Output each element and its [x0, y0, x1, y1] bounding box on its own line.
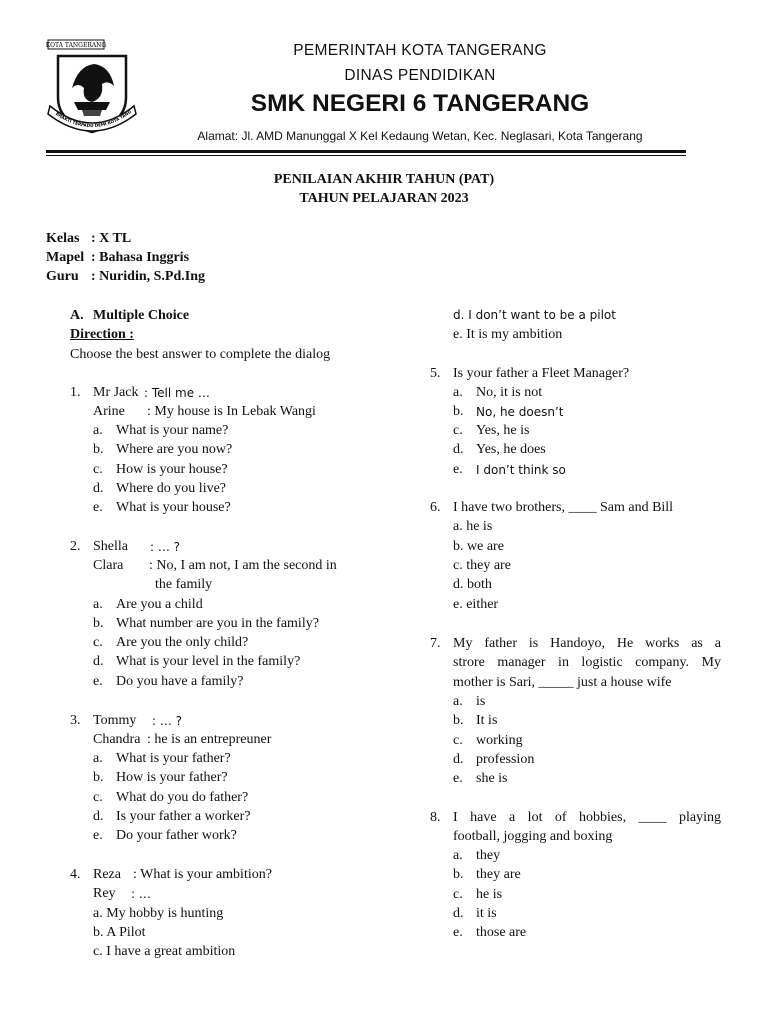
- q8-number: 8.: [430, 810, 441, 825]
- q7-option-a-letter: a.: [453, 694, 463, 709]
- q4-line1: : What is your ambition?: [133, 867, 272, 882]
- q2-option-a: Are you a child: [116, 597, 203, 612]
- subject-info: [46, 250, 189, 266]
- q3-speaker1: Tommy: [93, 713, 137, 728]
- q1-option-e: What is your house?: [116, 500, 231, 515]
- q8-option-d-letter: d.: [453, 906, 464, 921]
- section-label: A.: [70, 308, 84, 323]
- direction-text: Choose the best answer to complete the dialog: [70, 347, 331, 362]
- section-title: Multiple Choice: [93, 308, 190, 323]
- q3-option-c: What do you do father?: [116, 790, 249, 805]
- teacher-info: [46, 269, 205, 285]
- q8-text-line1: I have a lot of hobbies, ____ playing: [453, 810, 721, 825]
- q5-text: Is your father a Fleet Manager?: [453, 366, 630, 381]
- q4-line2: : …: [131, 887, 151, 901]
- department-name: DINAS PENDIDIKAN: [344, 67, 496, 84]
- school-name: SMK NEGERI 6 TANGERANG: [250, 90, 590, 117]
- q3-option-c-letter: c.: [93, 790, 103, 805]
- q1-number: 1.: [70, 385, 81, 400]
- q3-line2: : he is an entrepreuner: [147, 732, 272, 747]
- q2-option-d-letter: d.: [93, 654, 104, 669]
- q6-option-b: b. we are: [453, 539, 504, 554]
- class-label: Kelas: [46, 231, 80, 246]
- q8-option-b: they are: [476, 867, 521, 882]
- q4-option-e: e. It is my ambition: [453, 327, 563, 342]
- q1-speaker1: Mr Jack: [93, 385, 139, 400]
- subject-label: Mapel: [46, 250, 85, 265]
- q4-option-a: a. My hobby is hunting: [93, 906, 224, 921]
- q3-option-a-letter: a.: [93, 751, 103, 766]
- q5-option-e: I don’t think so: [476, 463, 566, 477]
- q8-option-c: he is: [476, 887, 503, 902]
- q7-option-d: profession: [476, 752, 535, 767]
- q7-option-e-letter: e.: [453, 771, 463, 786]
- q7-option-c-letter: c.: [453, 733, 463, 748]
- q3-option-d: Is your father a worker?: [116, 809, 251, 824]
- q7-option-b: It is: [476, 713, 498, 728]
- q2-line2b: the family: [155, 577, 213, 592]
- logo-text: KOTA TANGERANG: [45, 42, 107, 49]
- q8-option-e: those are: [476, 925, 527, 940]
- q5-option-b: No, he doesn’t: [476, 405, 564, 419]
- q1-option-c-letter: c.: [93, 462, 103, 477]
- q3-option-e-letter: e.: [93, 828, 103, 843]
- q8-option-d: it is: [476, 906, 497, 921]
- q4-option-d: d. I don’t want to be a pilot: [453, 308, 616, 322]
- q5-option-c: Yes, he is: [476, 423, 530, 438]
- q2-speaker2: Clara: [93, 558, 124, 573]
- q2-speaker1: Shella: [93, 539, 128, 554]
- direction-label: Direction :: [70, 327, 134, 342]
- q7-option-a: is: [476, 694, 486, 709]
- q8-option-e-letter: e.: [453, 925, 463, 940]
- q6-option-a: a. he is: [453, 519, 493, 534]
- government-name: PEMERINTAH KOTA TANGERANG: [293, 42, 547, 59]
- q1-option-d: Where do you live?: [116, 481, 227, 496]
- q3-speaker2: Chandra: [93, 732, 141, 747]
- city-emblem-logo: [44, 36, 140, 136]
- q7-option-c: working: [476, 733, 523, 748]
- q7-text-line2: strore manager in logistic company. My: [453, 655, 721, 670]
- q6-number: 6.: [430, 500, 441, 515]
- q6-text: I have two brothers, ____ Sam and Bill: [453, 500, 674, 515]
- q4-option-b: b. A Pilot: [93, 925, 146, 940]
- q1-option-a: What is your name?: [116, 423, 229, 438]
- q1-speaker2: Arine: [93, 404, 125, 419]
- teacher-label: Guru: [46, 269, 79, 284]
- q2-option-a-letter: a.: [93, 597, 103, 612]
- q8-option-c-letter: c.: [453, 887, 463, 902]
- q1-option-b: Where are you now?: [116, 442, 233, 457]
- subject-value: : Bahasa Inggris: [91, 250, 190, 265]
- q7-number: 7.: [430, 636, 441, 651]
- q8-option-a-letter: a.: [453, 848, 463, 863]
- q1-option-e-letter: e.: [93, 500, 103, 515]
- header-divider: [46, 150, 686, 153]
- q5-option-a: No, it is not: [476, 385, 543, 400]
- q2-option-d: What is your level in the family?: [116, 654, 301, 669]
- q7-text-line3: mother is Sari, _____ just a house wife: [453, 675, 672, 690]
- exam-year: TAHUN PELAJARAN 2023: [299, 191, 469, 206]
- q5-option-b-letter: b.: [453, 404, 464, 419]
- q2-option-e: Do you have a family?: [116, 674, 244, 689]
- exam-title: PENILAIAN AKHIR TAHUN (PAT): [273, 172, 495, 187]
- teacher-value: : Nuridin, S.Pd.Ing: [91, 269, 205, 284]
- q5-option-e-letter: e.: [453, 462, 463, 477]
- q5-option-a-letter: a.: [453, 385, 463, 400]
- class-value: : X TL: [91, 231, 132, 246]
- q7-option-e: she is: [476, 771, 508, 786]
- q7-option-b-letter: b.: [453, 713, 464, 728]
- q3-option-a: What is your father?: [116, 751, 231, 766]
- q6-option-c: c. they are: [453, 558, 511, 573]
- q6-option-e: e. either: [453, 597, 499, 612]
- q8-text-line2: football, jogging and boxing: [453, 829, 613, 844]
- q4-speaker2: Rey: [93, 886, 116, 901]
- q2-number: 2.: [70, 539, 81, 554]
- q4-speaker1: Reza: [93, 867, 121, 882]
- q1-option-d-letter: d.: [93, 481, 104, 496]
- q3-line1: : … ?: [152, 714, 183, 728]
- q2-option-b-letter: b.: [93, 616, 104, 631]
- q2-line2a: : No, I am not, I am the second in: [149, 558, 337, 573]
- q1-option-c: How is your house?: [116, 462, 228, 477]
- q7-option-d-letter: d.: [453, 752, 464, 767]
- school-address: Alamat: Jl. AMD Manunggal X Kel Kedaung Wetan, Kec. Neglasari, Kota Tangerang: [197, 129, 643, 143]
- q2-option-c-letter: c.: [93, 635, 103, 650]
- logo-motto: BHAKTI TERPADU DEMI KOTA TANG: [54, 109, 133, 129]
- class-info: [46, 231, 131, 247]
- q1-line1: : Tell me …: [144, 386, 210, 400]
- q2-option-c: Are you the only child?: [116, 635, 249, 650]
- q5-option-d: Yes, he does: [476, 442, 546, 457]
- q3-option-b-letter: b.: [93, 770, 104, 785]
- q5-option-c-letter: c.: [453, 423, 463, 438]
- q1-line2: : My house is In Lebak Wangi: [147, 404, 316, 419]
- header-divider-thin: [46, 155, 686, 156]
- q1-option-a-letter: a.: [93, 423, 103, 438]
- q7-text-line1: My father is Handoyo, He works as a: [453, 636, 721, 651]
- q4-option-c: c. I have a great ambition: [93, 944, 236, 959]
- q2-option-e-letter: e.: [93, 674, 103, 689]
- q3-option-d-letter: d.: [93, 809, 104, 824]
- q2-option-b: What number are you in the family?: [116, 616, 319, 631]
- q3-option-e: Do your father work?: [116, 828, 237, 843]
- q4-number: 4.: [70, 867, 81, 882]
- q1-option-b-letter: b.: [93, 442, 104, 457]
- q5-number: 5.: [430, 366, 441, 381]
- q3-number: 3.: [70, 713, 81, 728]
- q2-line1: : … ?: [150, 540, 181, 554]
- q8-option-a: they: [476, 848, 501, 863]
- q8-option-b-letter: b.: [453, 867, 464, 882]
- q5-option-d-letter: d.: [453, 442, 464, 457]
- q6-option-d: d. both: [453, 577, 492, 592]
- q3-option-b: How is your father?: [116, 770, 228, 785]
